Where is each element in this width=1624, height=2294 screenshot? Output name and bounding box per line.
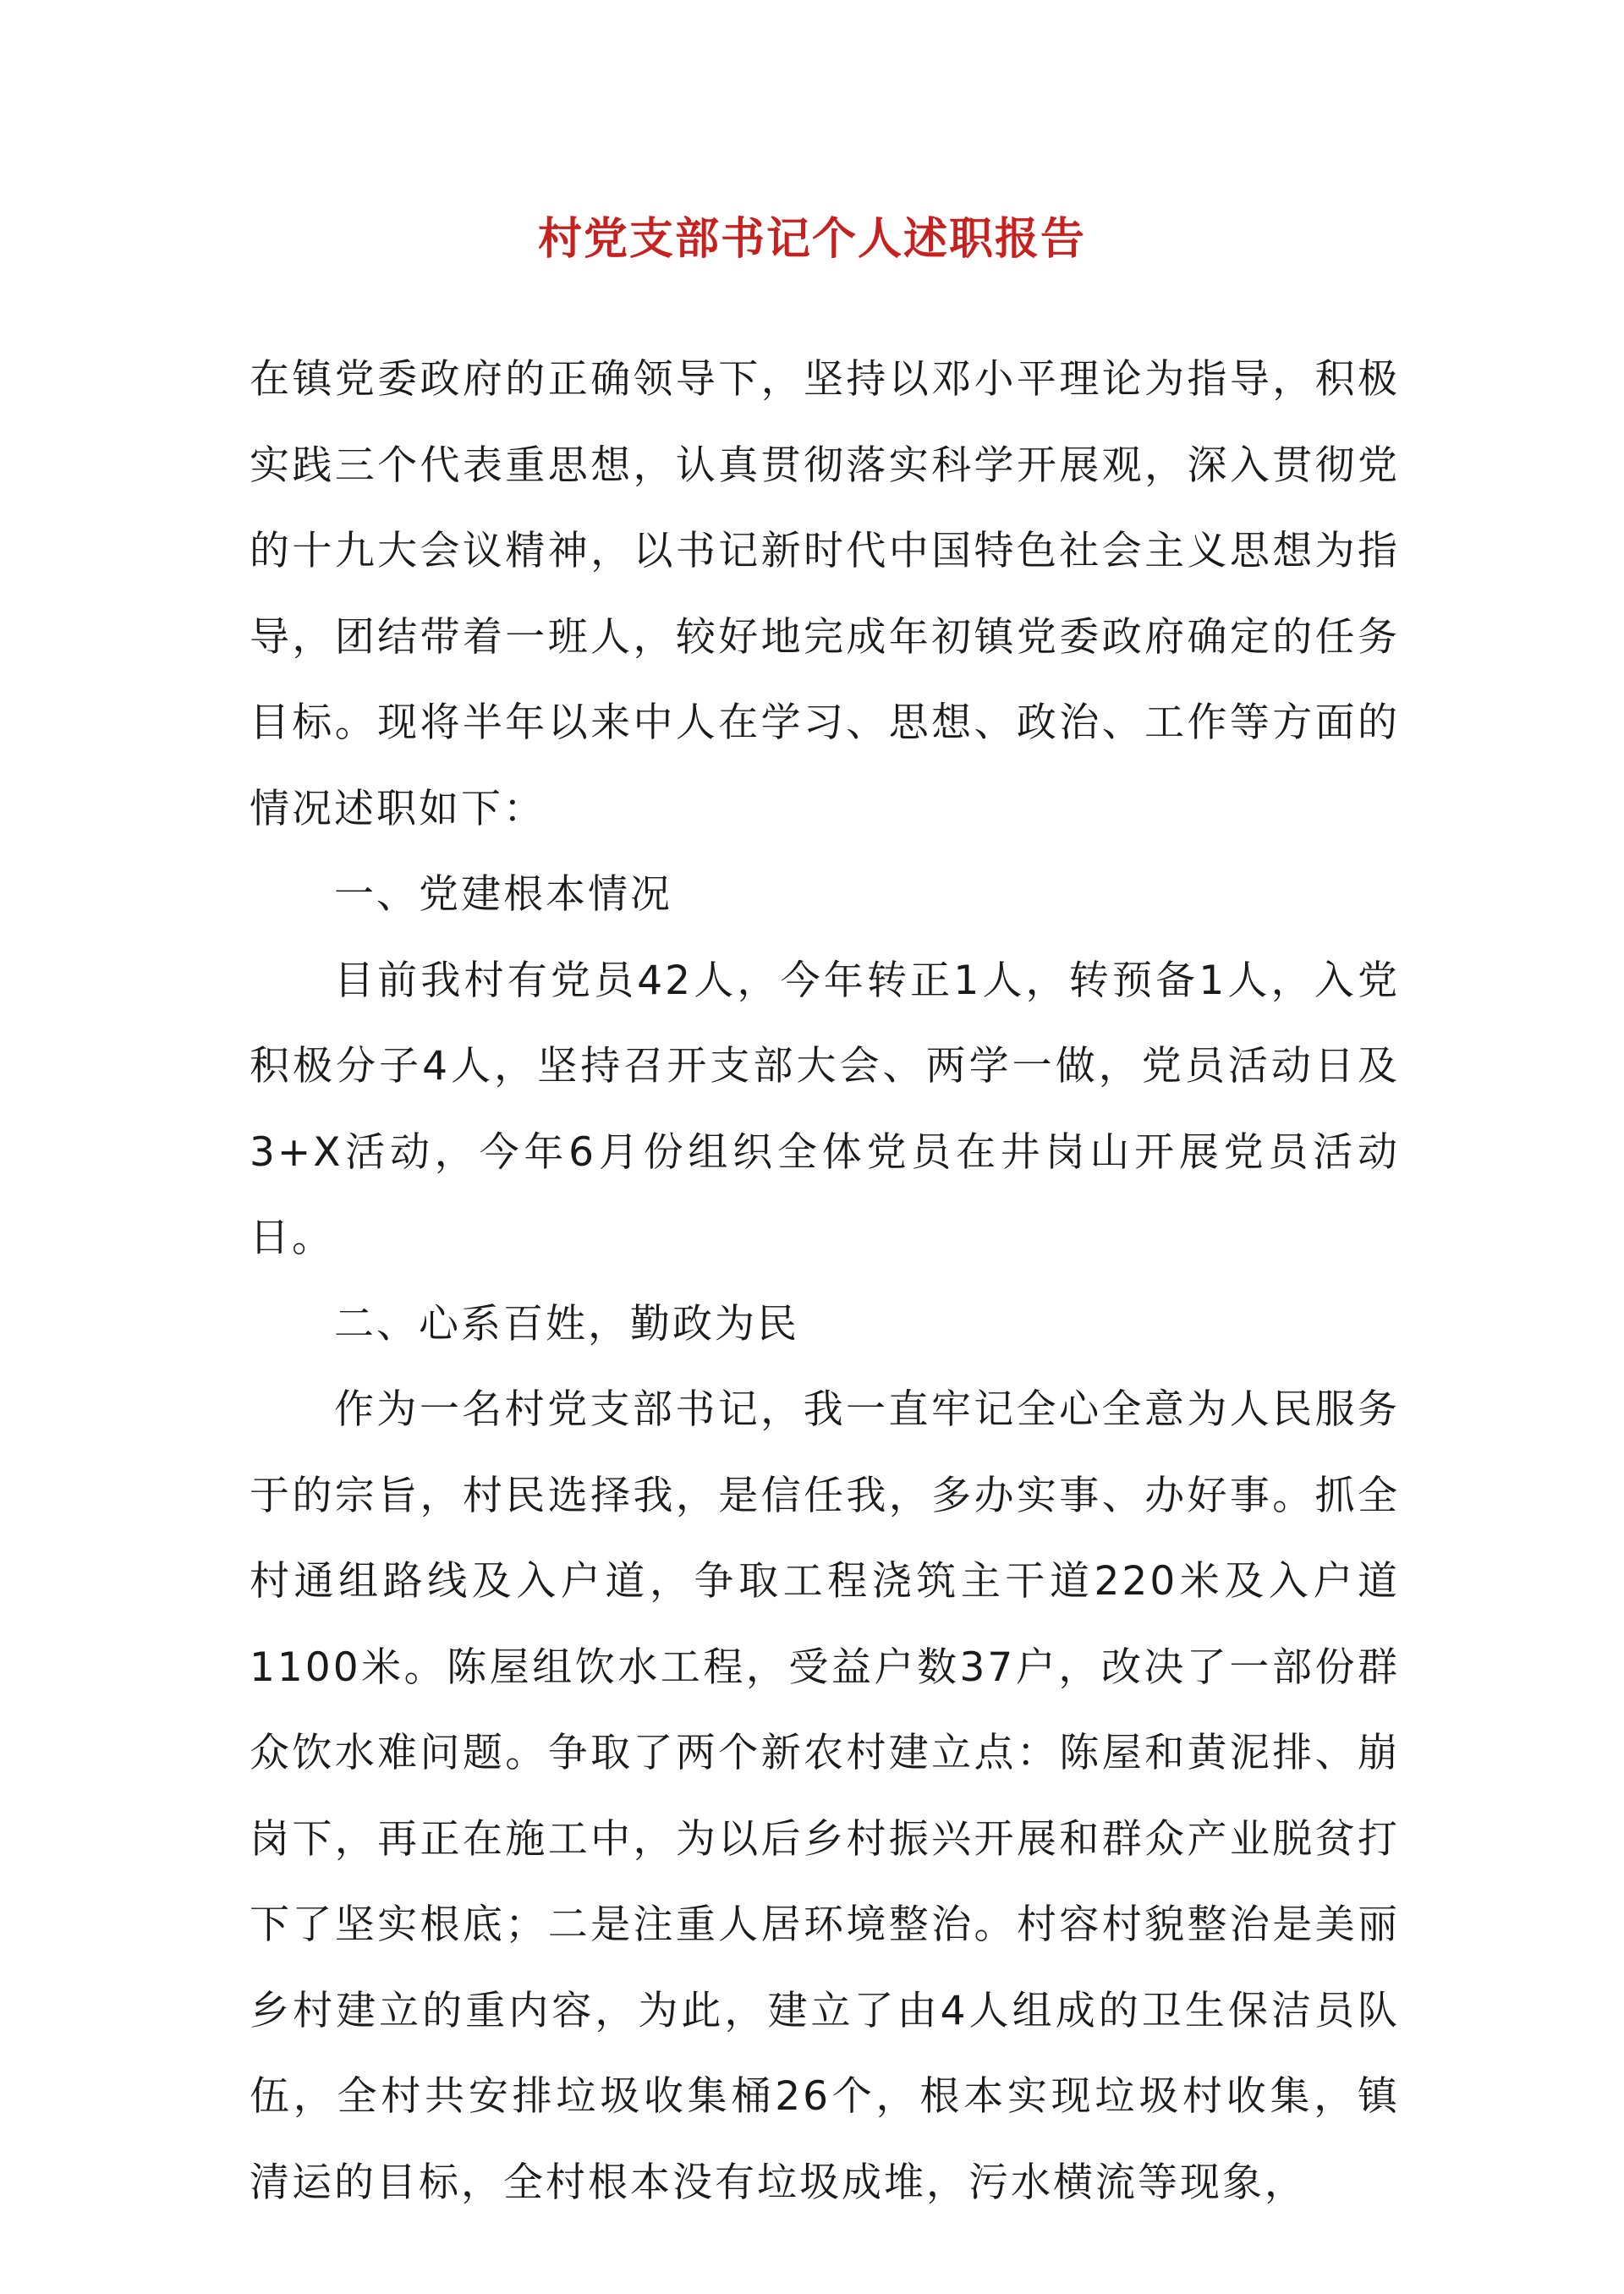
section-heading-2: 二、心系百姓，勤政为民 xyxy=(334,1300,799,1347)
document-title: 村党支部书记个人述职报告 xyxy=(537,213,1086,265)
paragraph-party-building: 目前我村有党员42人，今年转正1人，转预备1人，入党积极分子4人，坚持召开支部大会、两学一做，党员活动日及3+X活动，今年6月份组织全体党员在井岗山开展党员活动日。 xyxy=(250,957,1400,1261)
section-heading-1: 一、党建根本情况 xyxy=(334,871,672,918)
paragraph-serving-people: 作为一名村党支部书记，我一直牢记全心全意为人民服务于的宗旨，村民选择我，是信任我，多办实事、办好事。抓全村通组路线及入户道，争取工程浇筑主干道220米及入户道1100米。陈屋组饮水工程，受益户数37户，改决了一部份群众饮水难问题。争取了两个新农村建立点：陈屋和黄泥排、崩岗下，再正在施工中，为以后乡村振兴开展和群众产业脱贫打下了坚实根底；二是注重人居环境整治。村容村貌整治是美丽乡村建立的重内容，为此，建立了由4人组成的卫生保洁员队伍，全村共安排垃圾收集桶26个，根本实现垃圾村收集，镇清运的目标，全村根本没有垃圾成堆，污水横流等现象， xyxy=(250,1386,1400,2206)
document-body xyxy=(250,337,1400,2225)
paragraph-intro: 在镇党委政府的正确领导下，坚持以邓小平理论为指导，积极实践三个代表重思想，认真贯彻落实科学开展观，深入贯彻党的十九大会议精神，以书记新时代中国特色社会主义思想为指导，团结带着一班人，较好地完成年初镇党委政府确定的任务目标。现将半年以来中人在学习、思想、政治、工作等方面的情况述职如下： xyxy=(250,356,1400,832)
